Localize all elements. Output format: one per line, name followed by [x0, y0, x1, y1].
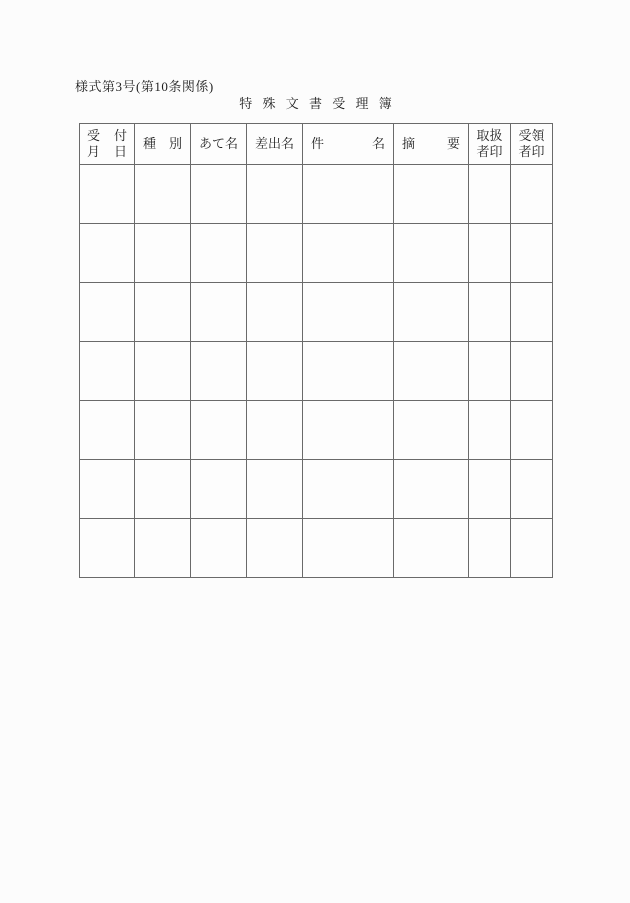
header-text: 件 名 — [311, 136, 385, 151]
blank-cell — [135, 283, 191, 342]
blank-cell — [394, 224, 469, 283]
column-header-addressee — [191, 124, 247, 165]
blank-cell — [80, 165, 135, 224]
header-text: 受領 — [518, 128, 545, 143]
blank-cell — [303, 224, 394, 283]
blank-cell — [394, 283, 469, 342]
blank-cell — [303, 342, 394, 401]
register-table — [79, 123, 553, 578]
blank-cell — [247, 401, 303, 460]
blank-cell — [135, 401, 191, 460]
blank-cell — [80, 519, 135, 578]
blank-cell — [191, 460, 247, 519]
blank-cell — [394, 342, 469, 401]
blank-cell — [191, 519, 247, 578]
blank-cell — [247, 342, 303, 401]
blank-cell — [303, 519, 394, 578]
blank-cell — [469, 401, 511, 460]
blank-cell — [469, 165, 511, 224]
blank-cell — [135, 519, 191, 578]
page-title: 特 殊 文 書 受 理 簿 — [239, 96, 392, 111]
blank-cell — [394, 401, 469, 460]
blank-cell — [247, 165, 303, 224]
blank-cell — [511, 165, 553, 224]
blank-cell — [469, 519, 511, 578]
blank-cell — [191, 283, 247, 342]
blank-cell — [511, 401, 553, 460]
blank-cell — [511, 342, 553, 401]
header-row — [80, 124, 553, 165]
blank-cell — [80, 283, 135, 342]
blank-row — [80, 401, 553, 460]
blank-cell — [191, 224, 247, 283]
blank-cell — [135, 165, 191, 224]
form-number-label: 様式第3号(第10条関係) — [75, 79, 214, 94]
blank-cell — [303, 401, 394, 460]
column-header-remarks — [394, 124, 469, 165]
blank-cell — [191, 342, 247, 401]
blank-cell — [511, 283, 553, 342]
blank-cell — [135, 224, 191, 283]
blank-cell — [135, 342, 191, 401]
blank-cell — [191, 401, 247, 460]
blank-cell — [247, 224, 303, 283]
blank-cell — [303, 283, 394, 342]
blank-cell — [80, 460, 135, 519]
header-text: 摘 要 — [402, 136, 460, 151]
blank-cell — [247, 283, 303, 342]
blank-cell — [247, 460, 303, 519]
blank-row — [80, 165, 553, 224]
table-body — [80, 165, 553, 578]
blank-row — [80, 519, 553, 578]
header-text: 月 日 — [87, 144, 127, 159]
header-text: 受 付 — [87, 128, 127, 143]
column-header-reception-month-day — [80, 124, 135, 165]
blank-cell — [247, 519, 303, 578]
blank-cell — [469, 224, 511, 283]
blank-cell — [511, 460, 553, 519]
header-text: 種 別 — [143, 136, 182, 151]
blank-cell — [511, 519, 553, 578]
blank-cell — [469, 283, 511, 342]
column-header-handler-seal — [469, 124, 511, 165]
column-header-subject — [303, 124, 394, 165]
blank-cell — [80, 342, 135, 401]
blank-cell — [80, 401, 135, 460]
column-header-type — [135, 124, 191, 165]
blank-row — [80, 342, 553, 401]
blank-cell — [80, 224, 135, 283]
blank-row — [80, 460, 553, 519]
header-text: 者印 — [518, 144, 545, 159]
header-text: 差出名 — [254, 136, 294, 151]
header-text: 者印 — [476, 144, 503, 159]
blank-cell — [394, 165, 469, 224]
blank-cell — [303, 460, 394, 519]
blank-cell — [394, 460, 469, 519]
blank-cell — [191, 165, 247, 224]
blank-cell — [469, 342, 511, 401]
blank-cell — [469, 460, 511, 519]
blank-cell — [394, 519, 469, 578]
blank-cell — [511, 224, 553, 283]
column-header-sender — [247, 124, 303, 165]
header-text: あて名 — [198, 136, 238, 151]
header-text: 取扱 — [476, 128, 503, 143]
blank-cell — [135, 460, 191, 519]
blank-row — [80, 224, 553, 283]
blank-row — [80, 283, 553, 342]
column-header-recipient-seal — [511, 124, 553, 165]
blank-cell — [303, 165, 394, 224]
